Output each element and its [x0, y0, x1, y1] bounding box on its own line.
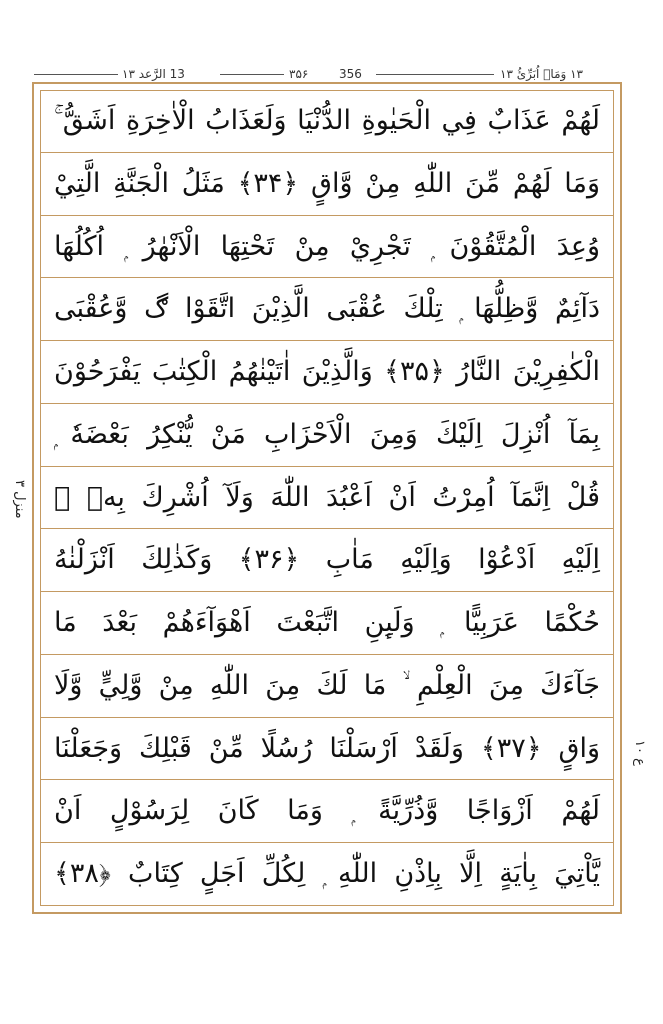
verse-line: اِلَيْهِ اَدْعُوْا وَاِلَيْهِ مَاٰبِ ﴿۳۶﴾ وَكَذٰلِكَ اَنْزَلْنٰهُ: [40, 529, 614, 592]
verse-line: يَّاْتِيَ بِاٰيَةٍ اِلَّا بِاِذْنِ اللّٰهِ ۭ لِكُلِّ اَجَلٍ كِتَابٌ ﴿۳۸﴾: [54, 858, 600, 890]
header-page-number-arabic: ۳۵۶: [289, 67, 309, 81]
verse-line: قُلْ اِنَّمَآ اُمِرْتُ اَنْ اَعْبُدَ اللّٰهَ وَلَآ اُشْرِكَ بِهٖ ۭ: [40, 467, 614, 530]
verse-line: وُعِدَ الْمُتَّقُوْنَ ۭ تَجْرِيْ مِنْ تَحْتِهَا الْاَنْهٰرُ ۭ اُكُلُهَا: [40, 216, 614, 279]
page-header: [34, 66, 624, 82]
header-surah-name: 13 الرَّعد ۱۳: [122, 67, 185, 81]
verse-line: حُكْمًا عَرَبِيًّا ۭ وَلَىِٕنِ اتَّبَعْتَ اَهْوَآءَهُمْ بَعْدَ مَا: [40, 592, 614, 655]
verse-line: بِمَآ اُنْزِلَ اِلَيْكَ وَمِنَ الْاَحْزَابِ مَنْ يُّنْكِرُ بَعْضَهٗ ۭ: [40, 404, 614, 467]
header-rule-mid-right: [376, 74, 494, 75]
verse-line: لَهُمْ اَزْوَاجًا وَّذُرِّيَّةً ۭ وَمَا كَانَ لِرَسُوْلٍ اَنْ: [40, 780, 614, 843]
verse-line: وَاقٍ ﴿۳۷﴾ وَلَقَدْ اَرْسَلْنَا رُسُلًا مِّنْ قَبْلِكَ وَجَعَلْنَا: [40, 718, 614, 781]
header-rule-left: [34, 74, 118, 75]
verse-line: جَآءَكَ مِنَ الْعِلْمِ ۙ مَا لَكَ مِنَ اللّٰهِ مِنْ وَّلِيٍّ وَّلَا: [40, 655, 614, 718]
verse-line: الْكٰفِرِيْنَ النَّارُ ﴿۳۵﴾ وَالَّذِيْنَ اٰتَيْنٰهُمُ الْكِتٰبَ يَفْرَحُوْنَ: [40, 341, 614, 404]
verse-line: دَآئِمٌ وَّظِلُّهَا ۭ تِلْكَ عُقْبَى الَّذِيْنَ اتَّقَوْا ڰ وَّعُقْبَى: [40, 278, 614, 341]
header-juz-name: ۱۳ وَمَاۤ اُبَرِّئُ ۱۳: [500, 67, 583, 81]
ruku-marker: ع ۱۰: [632, 740, 647, 766]
verse-line: وَمَا لَهُمْ مِّنَ اللّٰهِ مِنْ وَّاقٍ ﴿۳۴﴾ مَثَلُ الْجَنَّةِ الَّتِيْ: [40, 153, 614, 216]
header-page-number: 356: [339, 67, 362, 81]
manzil-marker: منزل ۳: [12, 480, 27, 519]
header-rule-mid-left: [220, 74, 284, 75]
verse-line: لَهُمْ عَذَابٌ فِي الْحَيٰوةِ الدُّنْيَا وَلَعَذَابُ الْاٰخِرَةِ اَشَقُّ ۚ: [40, 90, 614, 153]
